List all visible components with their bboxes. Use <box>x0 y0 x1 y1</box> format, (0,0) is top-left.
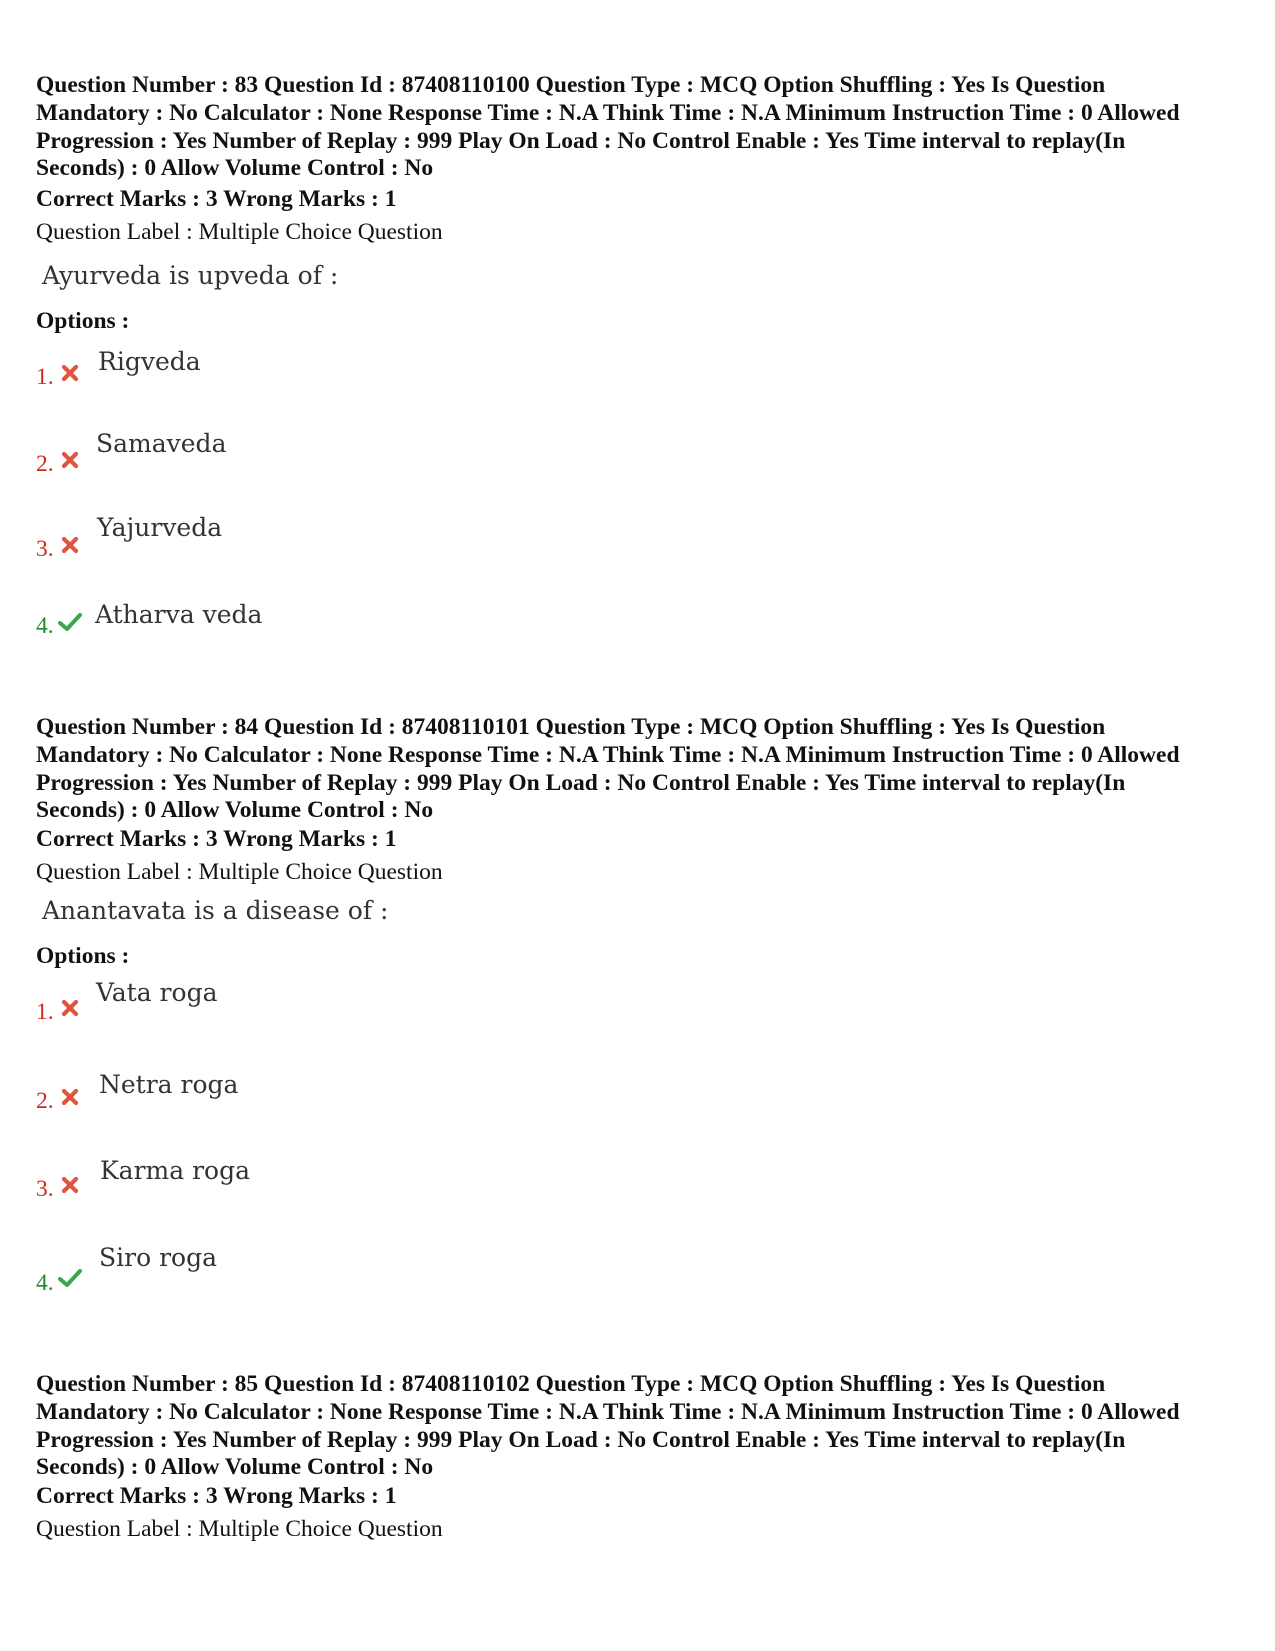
question-meta: Question Number : 83 Question Id : 87408110100 Question Type : MCQ Option Shuffling : Yes Is Question Mandatory : No Calculator : None Response Time : N.A Think Time : N.A Minimum Instruction Time : 0 Allowed Progression : Yes Number of Replay : 999 Play On Load : No Control Enable : Yes Time interval to replay(In Seconds) : 0 Allow Volume Control : No <box>36 72 1180 182</box>
option-text: Karma roga <box>100 1156 250 1185</box>
question-marks: Correct Marks : 3 Wrong Marks : 1 <box>36 826 397 852</box>
option-number: 2. <box>36 451 54 477</box>
cross-icon <box>60 998 80 1018</box>
options-heading: Options : <box>36 308 130 334</box>
option-number: 3. <box>36 1176 54 1202</box>
cross-icon <box>60 363 80 383</box>
option-number: 3. <box>36 536 54 562</box>
cross-icon <box>60 535 80 555</box>
option-text: Atharva veda <box>95 600 263 629</box>
question-label: Question Label : Multiple Choice Question <box>36 859 443 885</box>
question-label: Question Label : Multiple Choice Question <box>36 219 443 245</box>
cross-icon <box>60 450 80 470</box>
option-text: Samaveda <box>96 429 227 458</box>
option-text: Rigveda <box>98 347 201 376</box>
option-number: 4. <box>36 613 54 639</box>
option-number: 4. <box>36 1270 54 1296</box>
question-marks: Correct Marks : 3 Wrong Marks : 1 <box>36 1483 397 1509</box>
question-meta: Question Number : 85 Question Id : 87408110102 Question Type : MCQ Option Shuffling : Yes Is Question Mandatory : No Calculator : None Response Time : N.A Think Time : N.A Minimum Instruction Time : 0 Allowed Progression : Yes Number of Replay : 999 Play On Load : No Control Enable : Yes Time interval to replay(In Seconds) : 0 Allow Volume Control : No <box>36 1371 1180 1481</box>
question-text: Anantavata is a disease of : <box>42 896 389 925</box>
question-text: Ayurveda is upveda of : <box>42 261 339 290</box>
checkmark-icon <box>58 1268 82 1288</box>
cross-icon <box>60 1175 80 1195</box>
option-text: Vata roga <box>96 978 218 1007</box>
question-label: Question Label : Multiple Choice Question <box>36 1516 443 1542</box>
option-text: Netra roga <box>99 1070 239 1099</box>
checkmark-icon <box>58 612 82 632</box>
cross-icon <box>60 1087 80 1107</box>
option-text: Yajurveda <box>97 513 223 542</box>
option-number: 1. <box>36 999 54 1025</box>
option-text: Siro roga <box>99 1243 217 1272</box>
options-heading: Options : <box>36 943 130 969</box>
question-meta: Question Number : 84 Question Id : 87408110101 Question Type : MCQ Option Shuffling : Yes Is Question Mandatory : No Calculator : None Response Time : N.A Think Time : N.A Minimum Instruction Time : 0 Allowed Progression : Yes Number of Replay : 999 Play On Load : No Control Enable : Yes Time interval to replay(In Seconds) : 0 Allow Volume Control : No <box>36 714 1180 824</box>
option-number: 1. <box>36 364 54 390</box>
question-marks: Correct Marks : 3 Wrong Marks : 1 <box>36 186 397 212</box>
option-number: 2. <box>36 1088 54 1114</box>
